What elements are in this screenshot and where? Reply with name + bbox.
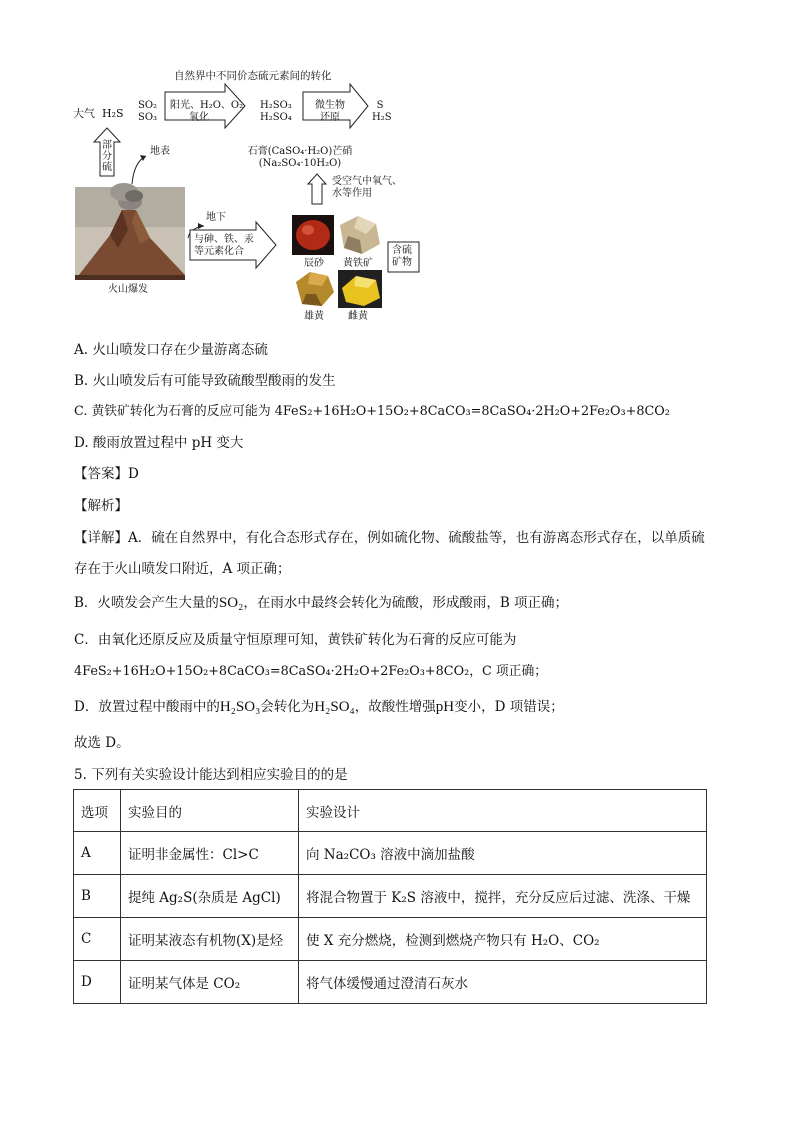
- option-d: D. 酸雨放置过程中 pH 变大: [74, 435, 244, 451]
- option-a: A. 火山喷发口存在少量游离态硫: [74, 342, 268, 358]
- mineral-cinnabar: 辰砂: [304, 258, 324, 269]
- gypsum-label: 石膏(CaSO₄·H₂O)芒硝 (Na₂SO₄·10H₂O): [247, 146, 353, 169]
- detail-c-line2: 4FeS₂+16H₂O+15O₂+8CaCO₃=8CaSO₄·2H₂O+2Fe₂O₃+8CO₂，C 项正确；: [74, 664, 548, 679]
- option-c: C. 黄铁矿转化为石膏的反应可能为 4FeS₂+16H₂O+15O₂+8CaCO₃=8CaSO₄·2H₂O+2Fe₂O₃+8CO₂: [74, 404, 670, 419]
- volcano-label: 火山爆发: [108, 284, 148, 295]
- underground-label: 地下: [206, 212, 226, 223]
- mineral-box-label: 含硫 矿物: [392, 245, 412, 268]
- option-b: B. 火山喷发后有可能导致硫酸型酸雨的发生: [74, 373, 336, 389]
- row-c-purpose: 证明某液态有机物(X)是烃: [121, 918, 299, 961]
- h2so3-formula: H₂SO₃: [219, 699, 261, 715]
- sulfur-cycle-figure: [70, 60, 430, 328]
- table-row: [74, 918, 707, 961]
- header-option: 选项: [74, 790, 121, 832]
- figure-title: 自然界中不同价态硫元素间的转化: [174, 70, 332, 82]
- question5-table: [73, 789, 707, 1004]
- h2so4-formula: H₂SO₄: [314, 699, 355, 715]
- conclusion: 故选 D。: [74, 735, 130, 751]
- detail-b: B．火喷发会产生大量的SO₂，在雨水中最终会转化为硫酸，形成酸雨，B 项正确；: [74, 595, 569, 611]
- detail-tag: 【详解】: [74, 530, 128, 546]
- row-d-design: 将气体缓慢通过澄清石灰水: [299, 961, 707, 1004]
- table-row: [74, 875, 707, 918]
- detail-c-line1: C．由氧化还原反应及质量守恒原理可知，黄铁矿转化为石膏的反应可能为: [74, 632, 517, 648]
- acids-group: H₂SO₃ H₂SO₄: [260, 100, 292, 123]
- arrow3-label: 与砷、铁、汞 等元素化合: [194, 234, 254, 257]
- ph-formula: pH: [435, 699, 455, 715]
- weather-label: 受空气中氧气、 水等作用: [332, 176, 402, 199]
- atmosphere-h2s: H₂S: [102, 107, 124, 120]
- row-c-option: C: [74, 918, 121, 961]
- weather-up-arrow: [308, 174, 326, 204]
- surface-label: 地表: [150, 146, 170, 157]
- table-header-row: [74, 790, 707, 832]
- arrow1-label: 阳光、H₂O、O₂ 氧化: [170, 100, 244, 123]
- mineral-orpiment: 雌黄: [348, 311, 368, 322]
- table-row: [74, 832, 707, 875]
- question5-stem: 5. 下列有关实验设计能达到相应实验目的的是: [74, 767, 348, 783]
- header-design: 实验设计: [299, 790, 707, 832]
- answer-value: D: [128, 466, 139, 482]
- row-c-design: 使 X 充分燃烧，检测到燃烧产物只有 H₂O、CO₂: [299, 918, 707, 961]
- row-a-purpose: 证明非金属性：Cl>C: [121, 832, 299, 875]
- row-d-option: D: [74, 961, 121, 1004]
- so-group: SO₂ SO₃: [138, 100, 158, 123]
- analysis-tag: 【解析】: [74, 498, 128, 514]
- row-d-purpose: 证明某气体是 CO₂: [121, 961, 299, 1004]
- row-a-design: 向 Na₂CO₃ 溶液中滴加盐酸: [299, 832, 707, 875]
- atmosphere-label: 大气 H₂S: [73, 107, 124, 120]
- volcano-image: [75, 183, 185, 280]
- surface-curve-arrow: [132, 156, 146, 184]
- products-group: S H₂S: [372, 100, 392, 123]
- partial-sulfur-label: 部 分 硫: [102, 140, 112, 173]
- row-b-purpose: 提纯 Ag₂S(杂质是 AgCl): [121, 875, 299, 918]
- detail-a-line1: 【详解】A．硫在自然界中，有化合态形式存在，例如硫化物、硫酸盐等，也有游离态形式存在，以单质硫: [74, 530, 705, 546]
- header-purpose: 实验目的: [121, 790, 299, 832]
- detail-a-line2: 存在于火山喷发口附近，A 项正确；: [74, 561, 291, 577]
- answer-tag: 【答案】: [74, 466, 128, 482]
- so2-formula: SO₂: [218, 595, 244, 611]
- detail-d: D．放置过程中酸雨中的H₂SO₃会转化为H₂SO₄，故酸性增强pH变小，D 项错误；: [74, 699, 564, 715]
- row-a-option: A: [74, 832, 121, 875]
- answer-line: [74, 462, 139, 482]
- mineral-realgar: 雄黄: [304, 311, 324, 322]
- row-b-design: 将混合物置于 K₂S 溶液中，搅拌，充分反应后过滤、洗涤、干燥: [299, 875, 707, 918]
- arrow2-label: 微生物 还原: [315, 100, 345, 123]
- mineral-pyrite: 黄铁矿: [343, 258, 373, 269]
- row-b-option: B: [74, 875, 121, 918]
- table-row: [74, 961, 707, 1004]
